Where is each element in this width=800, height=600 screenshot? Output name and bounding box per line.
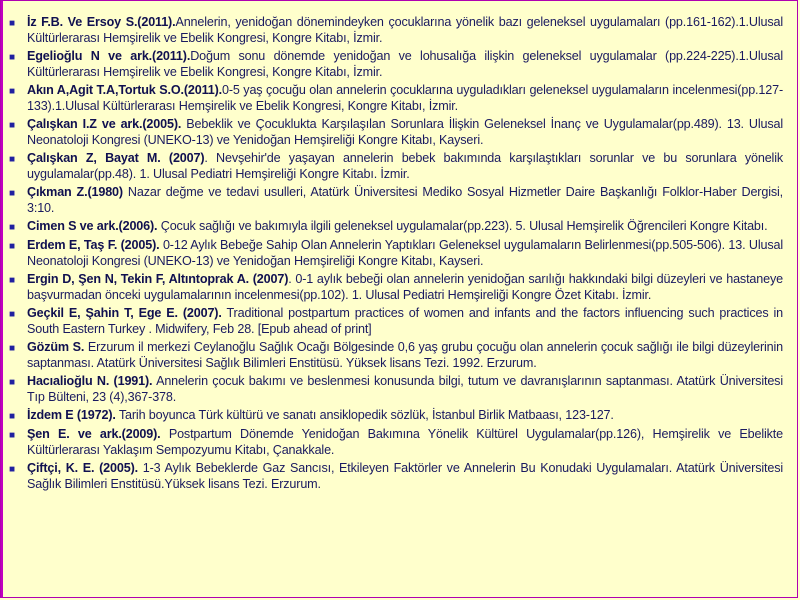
square-bullet-icon — [9, 238, 27, 254]
reference-details: 0-12 Aylık Bebeğe Sahip Olan Annelerin Yaptıkları Geleneksel uygulamaların Belirlenmesi(pp.505-506). 13. Ulusal Neonatoloji Kongresi (UNEKO-13) ve Yenidoğan Hemşireliği Kongre Kitabı, Kayseri. — [27, 238, 784, 268]
square-bullet-icon — [9, 461, 27, 477]
reference-item — [9, 340, 783, 371]
reference-item — [9, 49, 783, 80]
reference-item — [9, 117, 783, 148]
square-bullet-icon — [9, 15, 27, 31]
reference-list — [1, 1, 797, 492]
reference-author: Hacıalioğlu N. (1991). — [27, 374, 153, 388]
reference-item — [9, 374, 783, 405]
reference-author: İzdem E (1972). — [27, 408, 116, 422]
reference-details: Nazar değme ve tedavi usulleri, Atatürk Üniversitesi Mediko Sosyal Hizmetler Daire Başkanlığı Folklor-Haber Dergisi, 3:10. — [27, 185, 783, 215]
square-bullet-icon — [9, 49, 27, 65]
reference-author: Akın A,Agit T.A,Tortuk S.O.(2011). — [27, 83, 222, 97]
reference-author: Çalışkan I.Z ve ark.(2005). — [27, 117, 182, 131]
square-bullet-icon — [9, 340, 27, 356]
square-bullet-icon — [9, 306, 27, 322]
square-bullet-icon — [9, 374, 27, 390]
reference-author: Çıkman Z.(1980) — [27, 185, 123, 199]
reference-item — [9, 15, 783, 46]
reference-details: . 0-1 aylık bebeği olan annelerin yenidoğan sarılığı hakkındaki bilgi düzeyleri ve hastaneye başvurmadan önceki uygulamalarının incelenmesi(pp.102). 1. Ulusal Pediatri Hemşireliği Kongre Özet Kitabı. İzmir. — [27, 272, 783, 302]
reference-item — [9, 408, 783, 424]
reference-details: Bebeklik ve Çocuklukta Karşılaşılan Sorunlara İlişkin Geleneksel İnanç ve Uygulamalar(pp.489). 13. Ulusal Neonatoloji Kongresi (UNEKO-13) ve Yenidoğan Hemşireliği Kongre Kitabı, Kayseri. — [27, 117, 783, 147]
reference-details: Erzurum il merkezi Ceylanoğlu Sağlık Ocağı Bölgesinde 0,6 yaş grubu çocuğu olan annelerin çocuk sağlığı ile bilgi düzeylerinin saptanması. Atatürk Üniversitesi Sağlık Bilimleri Enstitüsü. Yüksek lisans Tezi. 1992. Erzurum. — [27, 340, 783, 370]
reference-item — [9, 427, 783, 458]
reference-author: Erdem E, Taş F. (2005). — [27, 238, 160, 252]
reference-item — [9, 219, 783, 235]
reference-details: Çocuk sağlığı ve bakımıyla ilgili geleneksel uygulamalar(pp.223). 5. Ulusal Hemşirelik Öğrencileri Kongre Kitabı. — [157, 219, 768, 233]
reference-item — [9, 185, 783, 216]
reference-item — [9, 272, 783, 303]
square-bullet-icon — [9, 83, 27, 99]
reference-item — [9, 83, 783, 114]
reference-details: . Nevşehir'de yaşayan annelerin bebek bakımında karşılaştıkları sorunlar ve bu sorunlara yönelik uygulamalar(pp.48). 1. Ulusal Pediatri Hemşireliği Kongre Kitabı. İzmir. — [27, 151, 783, 181]
reference-author: Gözüm S. — [27, 340, 85, 354]
square-bullet-icon — [9, 117, 27, 133]
square-bullet-icon — [9, 151, 27, 167]
reference-author: Geçkil E, Şahin T, Ege E. (2007). — [27, 306, 222, 320]
reference-details: 1-3 Aylık Bebeklerde Gaz Sancısı, Etkileyen Faktörler ve Annelerin Bu Konudaki Uygulamaları. Atatürk Üniversitesi Sağlık Bilimleri Enstitüsü.Yüksek lisans Tezi. Erzurum. — [27, 461, 783, 491]
square-bullet-icon — [9, 272, 27, 288]
reference-details: Postpartum Dönemde Yenidoğan Bakımına Yönelik Kültürel Uygulamalar(pp.126), Hemşirelik ve Ebelikte Kültürlerarası Yaklaşım Sempozyumu Kitabı, Çanakkale. — [27, 427, 783, 457]
reference-item — [9, 151, 783, 182]
reference-item — [9, 238, 783, 269]
reference-author: Cimen S ve ark.(2006). — [27, 219, 158, 233]
reference-author: İz F.B. Ve Ersoy S.(2011). — [27, 15, 176, 29]
square-bullet-icon — [9, 427, 27, 443]
reference-details: Tarih boyunca Türk kültürü ve sanatı ansiklopedik sözlük, İstanbul Birlik Matbaası, 123-127. — [115, 408, 614, 422]
reference-author: Ergin D, Şen N, Tekin F, Altıntoprak A. (2007) — [27, 272, 289, 286]
reference-author: Çiftçi, K. E. (2005). — [27, 461, 138, 475]
reference-details: Traditional postpartum practices of women and infants and the factors influencing such practices in South Eastern Turkey . Midwifery, Feb 28. [Epub ahead of print] — [27, 306, 783, 336]
square-bullet-icon — [9, 408, 27, 424]
reference-details: Doğum sonu dönemde yenidoğan ve lohusalığa ilişkin geleneksel uygulamalar (pp.224-225).1.Ulusal Kültürlerarası Hemşirelik ve Ebelik Kongresi, Kongre Kitabı, İzmir. — [27, 49, 783, 79]
slide-border-accent — [1, 1, 3, 597]
reference-item — [9, 306, 783, 337]
reference-author: Çalışkan Z, Bayat M. (2007) — [27, 151, 205, 165]
reference-details: Annelerin çocuk bakımı ve beslenmesi konusunda bilgi, tutum ve davranışlarının saptanması. Atatürk Üniversitesi Tıp Bülteni, 23 (4),367-378. — [27, 374, 783, 404]
reference-item — [9, 461, 783, 492]
square-bullet-icon — [9, 185, 27, 201]
reference-author: Egelioğlu N ve ark.(2011). — [27, 49, 191, 63]
square-bullet-icon — [9, 219, 27, 235]
reference-author: Şen E. ve ark.(2009). — [27, 427, 161, 441]
reference-details: Annelerin, yenidoğan dönemindeyken çocuklarına yönelik bazı geleneksel uygulamaları (pp.161-162).1.Ulusal Kültürlerarası Hemşirelik ve Ebelik Kongresi, Kongre Kitabı, İzmir. — [27, 15, 783, 45]
reference-details: 0-5 yaş çocuğu olan annelerin çocuklarına uyguladıkları geleneksel uygulamaların incelenmesi(pp.127-133).1.Ulusal Kültürlerarası Hemşirelik ve Ebelik Kongresi, Kongre Kitabı, İzmir. — [27, 83, 783, 113]
